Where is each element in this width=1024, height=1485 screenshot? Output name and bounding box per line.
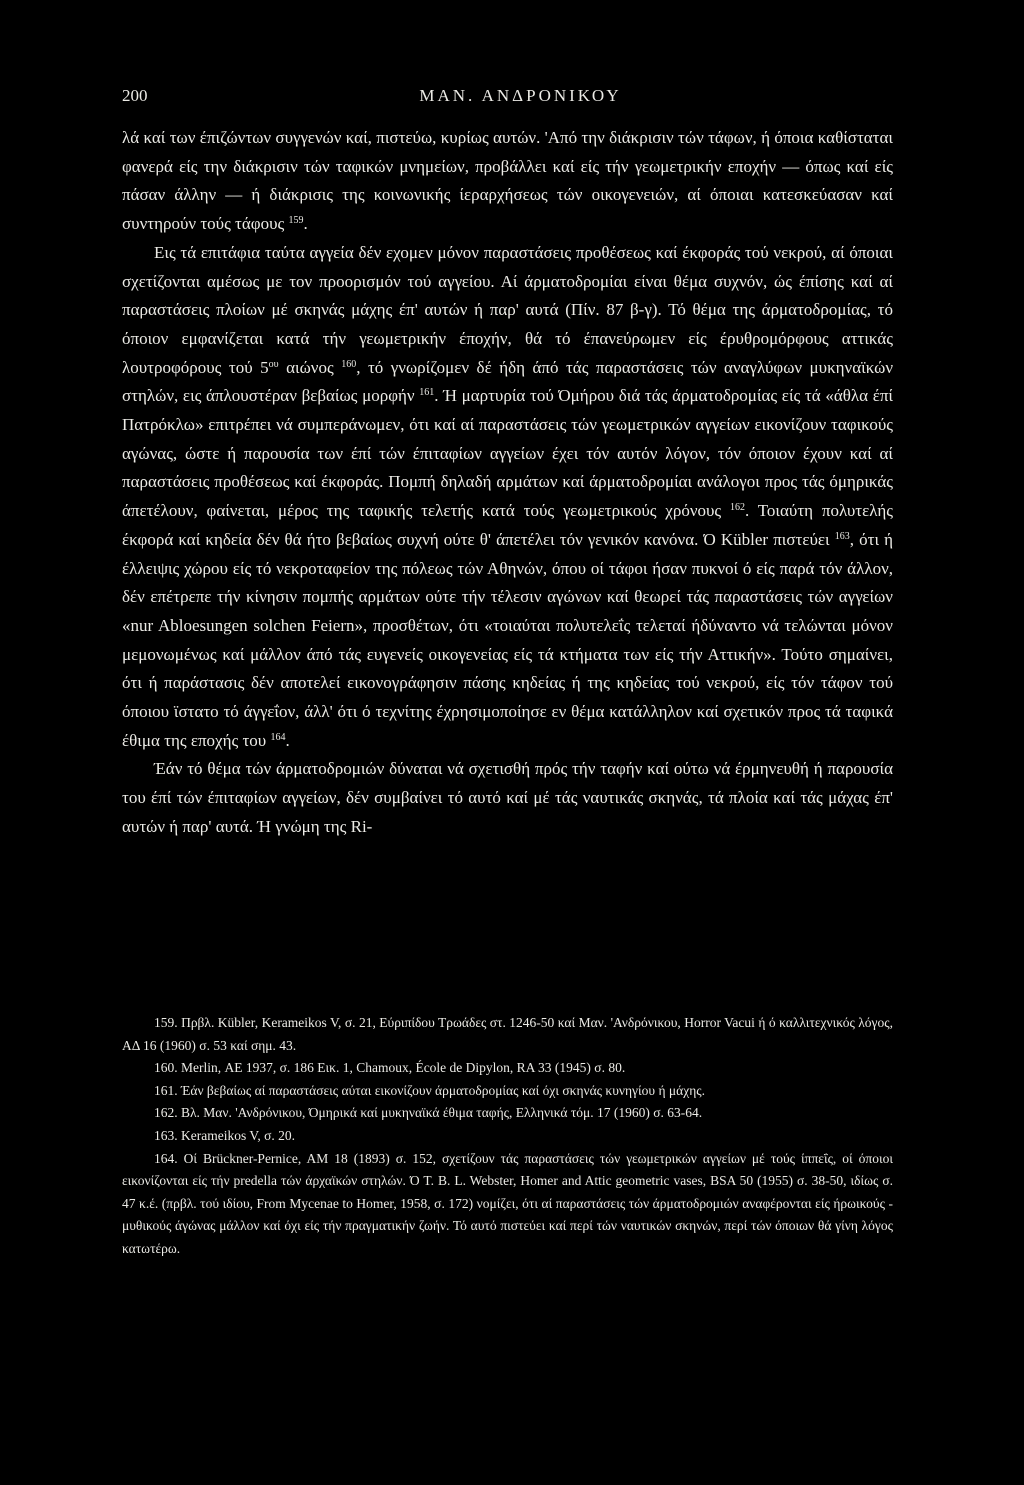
paragraph-2 [122, 239, 893, 756]
running-head-author: ΜΑΝ. ΑΝΔΡΟΝΙΚΟΥ [419, 86, 622, 105]
paragraph-2-text-5: . Τοιαύτη πολυτελής έκφορά καί κηδεία δέν θά ήτο βεβαίως συχνή ούτε θ' άπετέλει τόν γενικόν κανόνα. Ό Kübler πιστεύει [122, 501, 893, 549]
footnote-ref-163: 163 [834, 530, 850, 542]
paragraph-2-text-6: , ότι ή έλλειψις χώρου είς τό νεκροταφείον της πόλεως τών Αθηνών, όπου οί τάφοι ήσαν πυκνοί ό είς παρά τόν άλλον, δέν επέτρεπε τήν κίνησιν πομπής αρμάτων ούτε τήν τέλεσιν αγώνων καί θεωρεί τάς παραστάσεις τών αγγείων «nur Abloesungen solchen Feiern», προσθέτων, ότι «τοιαύται πολυτελεΐς τελεταί ήδύναντο νά τελώνται μόνον μεμονωμένως καί μάλλον άπό τάς ευγενείς οικογενείας είς τά κτήματα των είς τήν Αττικήν». Τούτο σημαίνει, ότι ή παράστασις δέν αποτελεί εικονογράφησιν πάσης κηδείας ή της κηδείας τού νεκρού, είς τόν τάφον τού όποιου ϊστατο τό άγγεΐον, άλλ' ότι ό τεχνίτης έχρησιμοποίησε εν θέμα κατάλληλον καί σχετικόν προς τά ταφικά έθιμα της εποχής του [122, 529, 894, 750]
footnote-159: 159. Πρβλ. Kübler, Kerameikos V, σ. 21, Εύριπίδου Τρωάδες στ. 1246-50 καί Μαν. 'Ανδρόνικου, Horror Vacui ή ό καλλιτεχνικός λόγος, ΑΔ 16 (1960) σ. 53 καί σημ. 43. [122, 1015, 893, 1053]
ordinal-superscript: ου [268, 358, 279, 370]
book-page [118, 0, 893, 1485]
footnote-ref-159: 159 [288, 215, 304, 227]
paragraph-2-text-1: Εις τά επιτάφια ταύτα αγγεία δέν εχομεν μόνον παραστάσεις προθέσεως καί έκφοράς τού νεκρού, αί όποιαι σχετίζονται αμέσως με τον προορισμόν τού αγγείου. Αί άρματοδρομίαι είναι θέμα συχνόν, ώς έπίσης καί αί παραστάσεις πλοίων μέ σκηνάς μάχης έπ' αυτών ή παρ' αυτά (Πίν. 87 β-γ). Τό θέμα της άρματοδρομίας, τό όποιον εμφανίζεται κατά τήν γεωμετρικήν έποχήν, θά τό έπανεύρωμεν είς έρυθρομόρφους αττικάς λουτροφόρους τού 5 [122, 242, 893, 377]
footnote-ref-162: 162 [729, 502, 745, 514]
page-number: 200 [122, 86, 148, 105]
paragraph-2-text-7: . [285, 730, 290, 750]
paragraph-3: Έάν τό θέμα τών άρματοδρομιών δύναται νά σχετισθή πρός τήν ταφήν καί ούτω νά έρμηνευθή ή παρουσία του έπί τών έπιταφίων αγγείων, δέν συμβαίνει τό αυτό καί μέ τάς ναυτικάς σκηνάς, τά πλοία καί τάς μάχας έπ' αυτών ή παρ' αυτά. Ή γνώμη της Ri- [122, 759, 893, 836]
paragraph-2-text-3: , τό γνωρίζομεν δέ ήδη άπό τάς παραστάσεις τών αναγλύφων μυκηναϊκών στηλών, εις άπλουστέραν βεβαίως μορφήν [122, 357, 894, 406]
footnotes [122, 1012, 893, 1261]
footnote-164: 164. Οί Brückner-Pernice, AM 18 (1893) σ. 152, σχετίζουν τάς παραστάσεις τών γεωμετρικών αγγείων μέ τούς ίππεΐς, οί όποιοι εικονίζονται είς τήν predella τών άρχαϊκών στηλών. Ό Τ. Β. L. Webster, Homer and Attic geometric vases, BSA 50 (1955) σ. 38-50, ιδίως σ. 47 κ.έ. (πρβλ. τού ιδίου, From Mycenae to Homer, 1958, σ. 172) νομίζει, ότι αί παραστάσεις τών άρματοδρομιών αναφέρονται είς ήρωικούς - μυθικούς άγώνας μάλλον καί όχι είς τήν πραγματικήν ζωήν. Τό αυτό πιστεύει καί περί τών ναυτικών σκηνών, περί τών όποιων θά γίνη λόγος κατωτέρω. [122, 1150, 893, 1256]
paragraph-2-text-2: αιώνος [278, 357, 334, 377]
paragraph-1-text: λά καί των έπιζώντων συγγενών καί, πιστεύω, κυρίως αυτών. 'Από την διάκρισιν τών τάφων, ή όποια καθίσταται φανερά είς την διάκρισιν τών ταφικών μνημείων, προβάλλει καί είς τήν γεωμετρικήν εποχήν — όπως καί είς πάσαν άλλην — ή διάκρισις της κοινωνικής ίεραρχήσεως τών οικογενειών, αί όποιαι κατεσκεύασαν καί συντηρούν τούς τάφους [122, 128, 893, 234]
footnote-ref-161: 161 [419, 387, 435, 399]
footnote-ref-160: 160 [341, 358, 357, 370]
footnote-163: 163. Kerameikos V, σ. 20. [154, 1127, 296, 1143]
footnote-ref-164: 164 [270, 731, 286, 743]
paragraph-2-text-4: . Ή μαρτυρία τού Όμήρου διά τάς άρματοδρομίας είς τά «άθλα έπί Πατρόκλω» επιτρέπει νά συμπεράνωμεν, ότι καί αί παραστάσεις τών γεωμετρικών αγγείων εικονίζουν ταφικούς αγώνας, ώστε ή παρουσία των έπί τών έπιταφίων αγγείων έχει τόν αυτόν λόγον, τόν όποιον έχουν καί αί παραστάσεις προθέσεως καί έκφοράς. Πομπή δηλαδή αρμάτων καί άρματοδρομίαι ανάλογοι προς τάς όμηρικάς άπετέλουν, φαίνεται, μέρος της ταφικής τελετής κατά τούς γεωμετρικούς χρόνους [122, 386, 894, 521]
footnote-162: 162. Βλ. Μαν. 'Ανδρόνικου, Όμηρικά καί μυκηναϊκά έθιμα ταφής, Ελληνικά τόμ. 17 (1960) σ. 63-64. [154, 1105, 703, 1121]
paragraph-1-tail: . [303, 214, 308, 234]
footnote-160: 160. Merlin, ΑΕ 1937, σ. 186 Εικ. 1, Chamoux, École de Dipylon, RA 33 (1945) σ. 80. [154, 1060, 626, 1076]
running-head [118, 86, 893, 110]
body-text [122, 124, 893, 842]
footnote-161: 161. Έάν βεβαίως αί παραστάσεις αύται εικονίζουν άρματοδρομίας καί όχι σκηνάς κυνηγίου ή μάχης. [154, 1082, 705, 1098]
paragraph-1 [122, 124, 893, 239]
